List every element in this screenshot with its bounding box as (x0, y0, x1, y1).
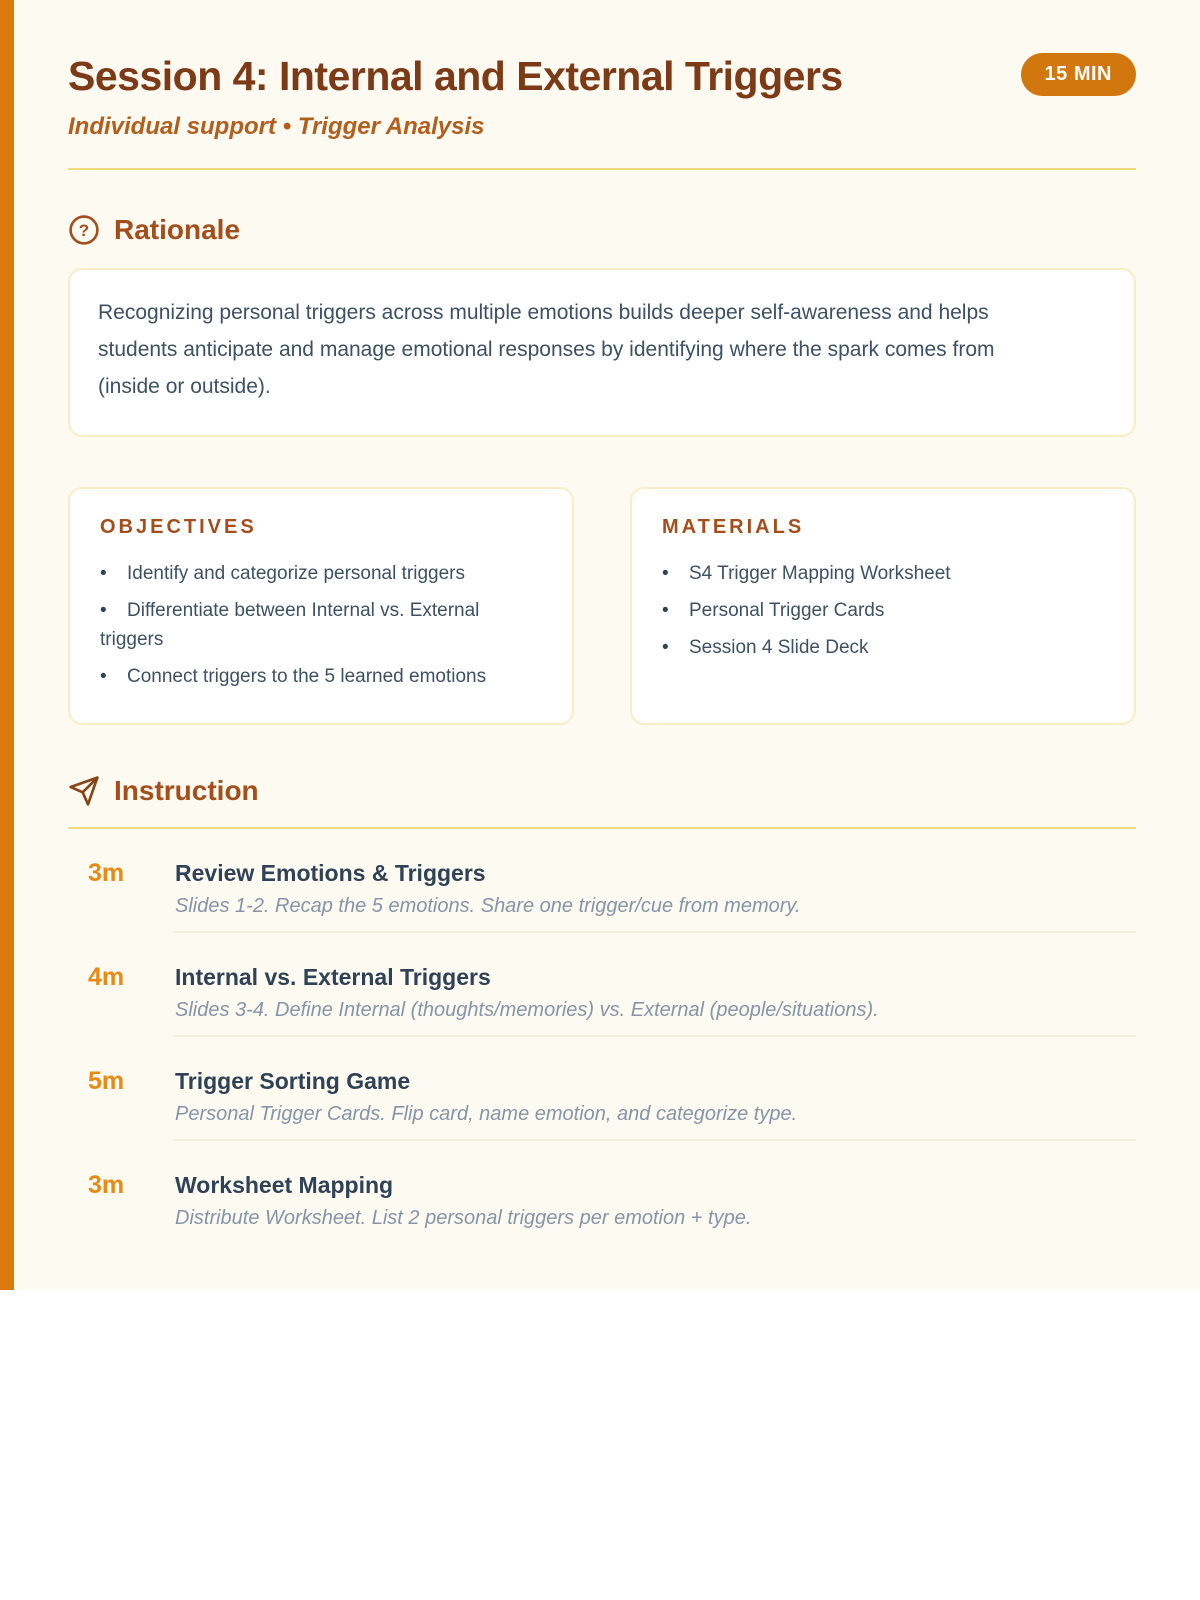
question-circle-icon (68, 214, 100, 246)
rationale-card (68, 268, 1136, 437)
title-row (68, 54, 1136, 100)
list-item (662, 633, 1104, 662)
instruction-heading: Instruction (114, 774, 259, 806)
objective-text: Connect triggers to the 5 learned emotions (127, 665, 487, 687)
instruction-steps (68, 829, 1136, 1245)
rationale-section-heading (68, 214, 1136, 246)
bullet-dot: • (662, 562, 669, 584)
material-text: Personal Trigger Cards (689, 599, 885, 621)
objectives-materials-row (68, 487, 1136, 725)
step-duration: 3m (88, 1170, 125, 1199)
send-icon (68, 775, 100, 807)
objectives-heading: OBJECTIVES (100, 515, 257, 538)
rationale-heading: Rationale (114, 213, 241, 245)
material-text: S4 Trigger Mapping Worksheet (689, 562, 951, 584)
list-item (100, 596, 542, 654)
step-body (175, 1067, 1136, 1127)
rationale-text: Recognizing personal triggers across multiple emotions builds deeper self-awareness and helps students anticipate and manage emotional responses by identifying where the spark comes from (inside or outside). (98, 300, 995, 398)
step-title: Review Emotions & Triggers (175, 859, 486, 886)
rationale-section (68, 214, 1136, 437)
step-description: Personal Trigger Cards. Flip card, name emotion, and categorize type. (175, 1102, 798, 1125)
step-title: Internal vs. External Triggers (175, 963, 491, 990)
step-body (175, 963, 1136, 1023)
page-header (68, 54, 1136, 170)
step-duration: 5m (88, 1066, 125, 1095)
objective-text: Differentiate between Internal vs. External triggers (100, 599, 480, 650)
material-text: Session 4 Slide Deck (689, 636, 869, 658)
svg-text:?: ? (78, 220, 90, 240)
bullet-dot: • (100, 562, 107, 584)
list-item (662, 559, 1104, 588)
instruction-step (68, 1141, 1136, 1245)
objectives-box (68, 487, 574, 725)
instruction-step (68, 933, 1136, 1037)
step-description: Slides 1-2. Recap the 5 emotions. Share one trigger/cue from memory. (175, 894, 801, 917)
bullet-dot: • (100, 665, 107, 687)
instruction-section-heading (68, 775, 1136, 807)
step-description: Slides 3-4. Define Internal (thoughts/memories) vs. External (people/situations). (175, 998, 879, 1021)
step-title: Trigger Sorting Game (175, 1067, 411, 1094)
instruction-section (68, 775, 1136, 1245)
step-duration: 4m (88, 962, 125, 991)
materials-heading: MATERIALS (662, 515, 805, 538)
left-accent-bar (0, 0, 14, 1290)
page-subtitle: Individual support • Trigger Analysis (68, 112, 485, 140)
instruction-step (68, 1037, 1136, 1141)
bullet-dot: • (662, 599, 669, 621)
materials-box (630, 487, 1136, 725)
page-title: Session 4: Internal and External Triggers (68, 53, 843, 99)
step-body (175, 859, 1136, 919)
list-item (100, 662, 542, 691)
step-body (175, 1171, 1136, 1231)
header-divider (68, 168, 1136, 170)
list-item (100, 559, 542, 588)
step-title: Worksheet Mapping (175, 1171, 394, 1198)
instruction-step (68, 829, 1136, 933)
step-description: Distribute Worksheet. List 2 personal triggers per emotion + type. (175, 1206, 752, 1229)
bullet-dot: • (100, 599, 107, 621)
bullet-dot: • (662, 636, 669, 658)
materials-list (662, 559, 1104, 662)
objectives-list (100, 559, 542, 691)
list-item (662, 596, 1104, 625)
duration-badge: 15 MIN (1021, 53, 1136, 96)
objective-text: Identify and categorize personal triggers (127, 562, 465, 584)
step-duration: 3m (88, 858, 125, 887)
